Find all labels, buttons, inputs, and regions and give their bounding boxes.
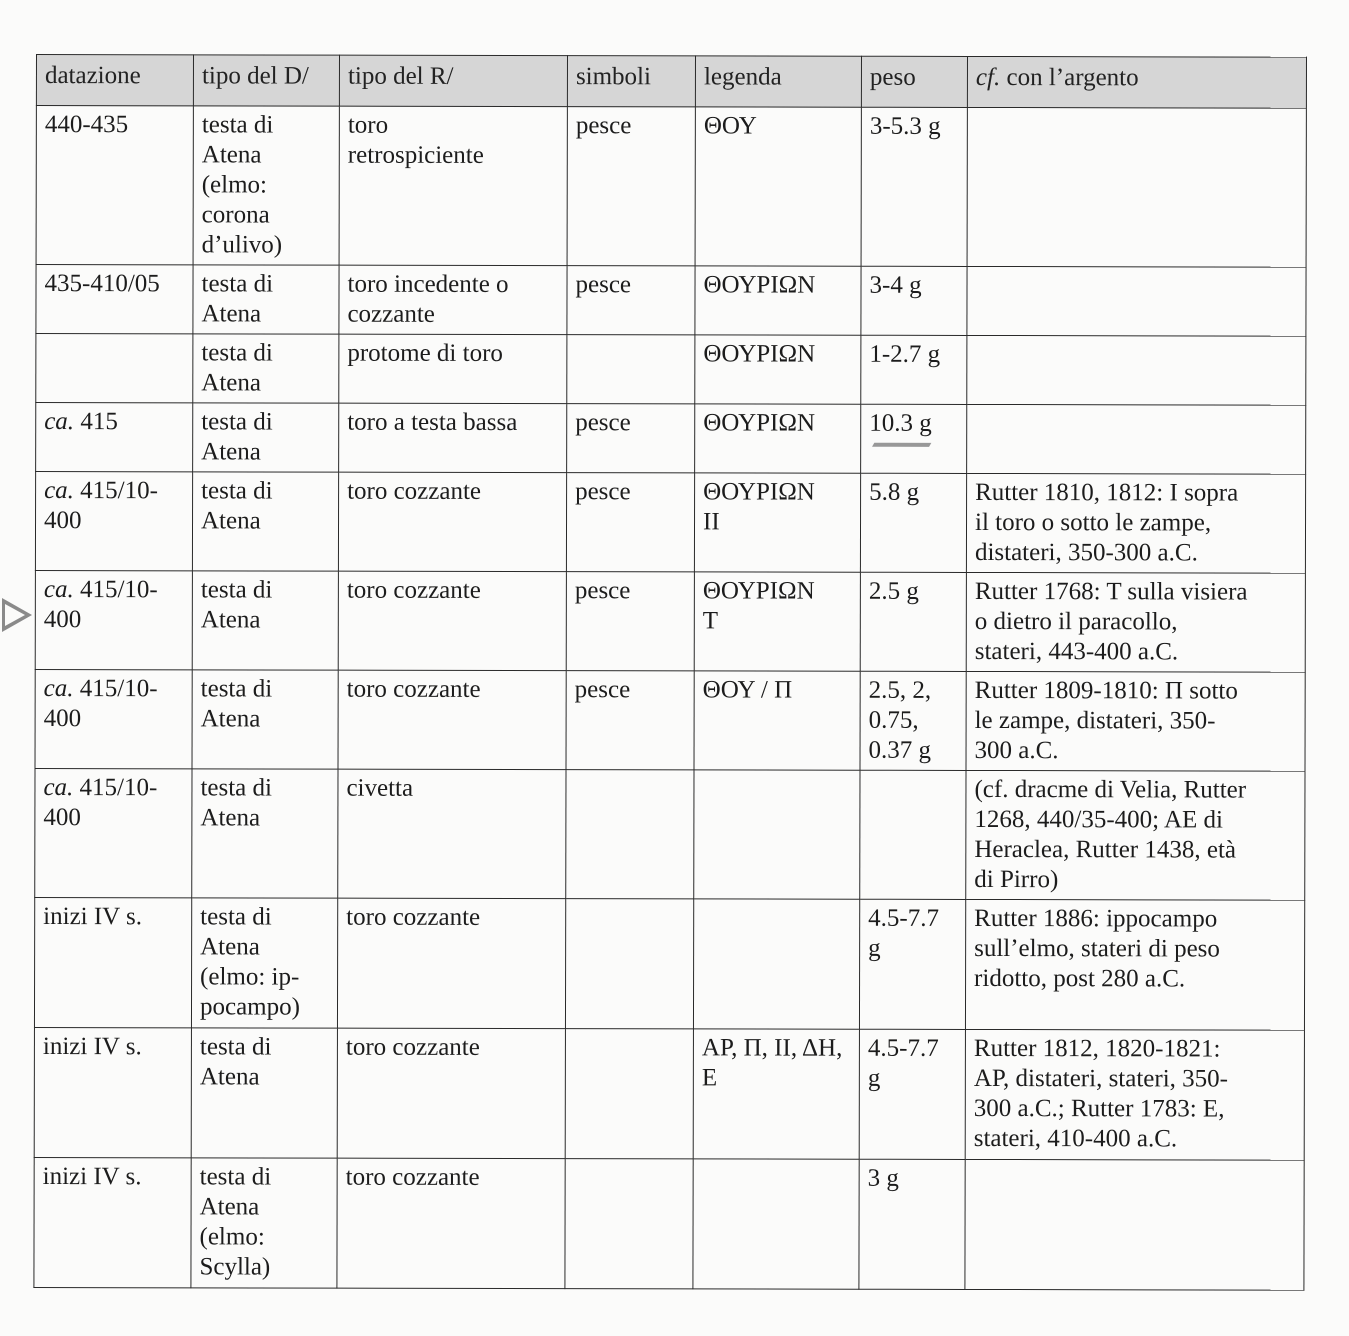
cell-reverse — [337, 1028, 565, 1158]
cell-legend-text: ΘΟΥΡΙΩΝ — [703, 271, 816, 299]
cell-weight-text: 2.5 g — [868, 577, 919, 605]
cell-obverse — [191, 1028, 337, 1158]
cell-date — [35, 570, 192, 669]
cell-obverse — [191, 1158, 337, 1288]
table-row — [36, 265, 1306, 337]
cell-legend-text: ΑΡ, Π, ΙΙ, ΔΗ, E — [701, 1034, 843, 1092]
cell-symbol — [567, 107, 695, 266]
cell-legend-text: ΘΟΥΡΙΩΝ — [703, 340, 816, 368]
date-text: 415/10- 400 — [43, 576, 158, 634]
cell-reverse-text: toro cozzante — [347, 477, 482, 505]
cell-symbol-text: pesce — [575, 409, 631, 437]
header-row — [36, 55, 1306, 109]
cell-weight-text: 4.5-7.7 g — [868, 904, 940, 962]
cell-weight — [859, 1029, 965, 1159]
cell-comparison-text: Rutter 1812, 1820-1821: ΑΡ, distateri, stateri, 350- 300 a.C.; Rutter 1783: E, stateri, 410-400 a.C. — [973, 1034, 1229, 1153]
cell-legend — [694, 671, 860, 770]
cell-reverse-text: toro incedente o cozzante — [347, 270, 509, 328]
date-prefix: ca. — [44, 477, 74, 505]
cell-legend — [693, 899, 859, 1029]
cell-comparison — [965, 1159, 1304, 1290]
cell-obverse-text: testa di Atena — [201, 270, 274, 328]
table-row — [35, 570, 1305, 672]
cell-weight-text: 5.8 g — [869, 478, 920, 506]
table-row — [35, 472, 1305, 574]
header-simboli: simboli — [567, 56, 695, 107]
cell-obverse-text: testa di Atena (elmo: Scylla) — [199, 1163, 272, 1281]
cell-obverse — [192, 571, 338, 670]
cell-reverse — [338, 472, 566, 571]
cell-symbol-text: pesce — [575, 271, 632, 299]
cell-symbol — [566, 572, 694, 671]
cell-comparison — [967, 404, 1306, 474]
cell-symbol — [566, 473, 694, 572]
cell-obverse — [193, 265, 339, 334]
table-row — [34, 1157, 1304, 1290]
date-text: 415/10- 400 — [43, 477, 159, 535]
cell-date — [34, 897, 191, 1027]
cell-comparison-text — [976, 271, 1300, 272]
cell-weight — [861, 266, 967, 335]
cell-date — [36, 265, 193, 334]
cell-obverse-text: testa di Atena — [200, 576, 273, 634]
cell-obverse-text: testa di Atena (elmo: ip- pocampo) — [199, 903, 301, 1021]
header-datazione: datazione — [36, 55, 193, 106]
cell-symbol — [565, 899, 693, 1029]
cell-weight — [860, 671, 966, 770]
cell-weight — [859, 899, 965, 1029]
cell-legend — [694, 473, 860, 572]
cell-weight-text: 10.3 g — [869, 409, 932, 437]
cell-reverse — [337, 898, 565, 1028]
cell-reverse-text: toro cozzante — [346, 675, 481, 703]
cell-date — [34, 1027, 191, 1157]
table-row — [34, 1027, 1304, 1160]
table-row — [36, 106, 1306, 268]
cell-comparison-text — [976, 112, 1300, 113]
cell-symbol — [566, 671, 694, 770]
cell-reverse — [337, 1158, 565, 1288]
cell-comparison — [965, 1029, 1304, 1160]
cell-reverse — [339, 106, 567, 265]
cell-legend — [695, 107, 861, 266]
cell-weight — [861, 404, 967, 473]
cell-obverse — [192, 472, 338, 571]
cell-comparison-text: Rutter 1810, 1812: I sopra il toro o sotto le zampe, distateri, 350-300 a.C. — [974, 478, 1239, 567]
cell-comparison — [967, 266, 1306, 336]
table-row — [36, 334, 1306, 406]
cell-reverse-text: protome di toro — [347, 339, 503, 367]
cell-symbol — [566, 770, 694, 899]
header-cf — [967, 56, 1306, 108]
cell-symbol — [565, 1029, 693, 1159]
cell-obverse — [193, 106, 339, 265]
cell-weight — [861, 335, 967, 404]
header-tipo-r: tipo del R/ — [339, 55, 567, 106]
header-cf-abbrev: cf. — [975, 63, 1001, 92]
date-text: 435-410/05 — [44, 270, 160, 298]
cell-weight-text: 1-2.7 g — [869, 340, 941, 368]
cell-legend — [693, 1029, 859, 1159]
cell-obverse — [191, 898, 337, 1028]
cell-symbol — [565, 1159, 693, 1289]
table-row — [35, 669, 1305, 771]
cell-comparison-text — [975, 409, 1299, 410]
cell-reverse — [339, 403, 567, 472]
cell-weight-text: 3-4 g — [869, 271, 922, 299]
cell-weight — [861, 107, 967, 266]
table-header — [36, 55, 1306, 109]
date-text: 415/10- 400 — [43, 774, 158, 832]
cell-comparison — [966, 770, 1305, 900]
cell-weight-text: 3 g — [867, 1164, 899, 1192]
cell-reverse-text: toro cozzante — [345, 1033, 480, 1061]
table-row — [36, 403, 1306, 475]
header-legenda: legenda — [695, 56, 861, 107]
cell-comparison — [966, 671, 1305, 771]
cell-reverse — [338, 571, 566, 670]
date-text: inizi IV s. — [42, 1033, 142, 1061]
table-row — [34, 897, 1304, 1030]
date-prefix: ca. — [43, 774, 74, 802]
cell-obverse-text: testa di Atena — [201, 339, 273, 397]
date-text: 440-435 — [44, 111, 129, 139]
cell-reverse-text: toro cozzante — [346, 903, 481, 931]
cell-comparison-text: Rutter 1886: ippocampo sull’elmo, stateri di peso ridotto, post 280 a.C. — [974, 904, 1220, 993]
cell-reverse-text: toro cozzante — [346, 576, 481, 604]
cell-weight-text: 4.5-7.7 g — [867, 1034, 939, 1092]
header-tipo-d: tipo del D/ — [193, 55, 339, 106]
cell-weight — [860, 572, 966, 671]
cell-comparison-text — [974, 1164, 1298, 1165]
cell-legend — [694, 572, 860, 671]
date-text: inizi IV s. — [42, 1163, 142, 1191]
cell-comparison-text: Rutter 1768: T sulla visiera o dietro il paracollo, stateri, 443-400 a.C. — [974, 577, 1248, 666]
date-prefix: ca. — [43, 576, 74, 604]
cell-legend — [695, 266, 861, 335]
cell-obverse-text: testa di Atena — [201, 408, 273, 466]
cell-obverse — [192, 769, 338, 898]
cell-legend — [695, 404, 861, 473]
cell-comparison — [966, 473, 1305, 573]
cell-legend-text: ΘΟΥ — [703, 112, 757, 140]
cell-weight-text: 2.5, 2, 0.75, 0.37 g — [868, 676, 932, 764]
cell-comparison-text — [975, 340, 1299, 341]
cell-symbol — [567, 404, 695, 473]
cell-reverse — [339, 265, 567, 334]
cell-obverse — [193, 334, 339, 403]
coin-table — [33, 54, 1307, 1291]
cell-comparison — [966, 572, 1305, 672]
cell-comparison-text: Rutter 1809-1810: Π sotto le zampe, distateri, 350- 300 a.C. — [974, 676, 1238, 765]
cell-date — [36, 334, 193, 403]
cell-date — [35, 669, 192, 768]
cell-obverse — [192, 670, 338, 769]
cell-symbol — [567, 266, 695, 335]
date-prefix: ca. — [44, 408, 75, 436]
date-text: 415 — [74, 408, 118, 436]
cell-legend — [693, 1159, 859, 1289]
cell-legend — [695, 335, 861, 404]
cell-reverse — [339, 334, 567, 403]
cell-comparison — [965, 899, 1304, 1030]
cell-reverse-text: toro a testa bassa — [347, 408, 518, 437]
cell-reverse-text: toro cozzante — [345, 1163, 480, 1191]
cell-legend-text: ΘΟΥΡΙΩΝ T — [702, 577, 815, 635]
table-body — [34, 106, 1306, 1291]
cell-obverse-text: testa di Atena — [200, 774, 273, 832]
cell-symbol-text: pesce — [574, 577, 631, 605]
cell-reverse — [338, 769, 566, 898]
cell-symbol-text: pesce — [574, 676, 631, 704]
cell-date — [35, 472, 192, 571]
header-cf-text: con l’argento — [1000, 64, 1139, 92]
cell-date — [36, 106, 193, 265]
cell-weight — [860, 770, 966, 899]
cell-obverse-text: testa di Atena (elmo: corona d’ulivo) — [201, 111, 283, 259]
cell-obverse-text: testa di Atena — [200, 477, 273, 535]
cell-weight-text: 3-5.3 g — [869, 112, 941, 140]
cell-legend-text: ΘΟΥΡΙΩΝ ΙΙ — [702, 478, 815, 536]
header-peso: peso — [861, 56, 967, 107]
cell-obverse — [193, 403, 339, 472]
date-text: inizi IV s. — [43, 903, 143, 931]
cell-reverse — [338, 670, 566, 769]
cell-comparison — [967, 335, 1306, 405]
cell-weight — [860, 473, 966, 572]
cell-legend-text: ΘΟΥ / Π — [702, 676, 793, 704]
date-prefix: ca. — [43, 675, 74, 703]
cell-date — [35, 768, 192, 897]
table-row — [35, 768, 1305, 900]
cell-reverse-text: civetta — [346, 774, 414, 802]
cell-obverse-text: testa di Atena — [200, 675, 273, 733]
cell-date — [34, 1157, 191, 1287]
cell-symbol — [567, 335, 695, 404]
cell-date — [36, 403, 193, 472]
cell-reverse-text: toro retrospiciente — [347, 111, 484, 169]
cell-legend — [694, 770, 860, 899]
cell-comparison-text: (cf. dracme di Velia, Rutter 1268, 440/35-400; AE di Heraclea, Rutter 1438, età di Pirro) — [974, 775, 1247, 894]
cell-legend-text: ΘΟΥΡΙΩΝ — [703, 409, 816, 437]
cell-weight — [859, 1159, 965, 1289]
date-text: 415/10- 400 — [43, 675, 158, 733]
cell-symbol-text: pesce — [575, 478, 631, 506]
margin-arrow-mark — [2, 598, 32, 632]
cell-comparison — [967, 107, 1306, 267]
cell-obverse-text: testa di Atena — [199, 1033, 272, 1091]
cell-symbol-text: pesce — [575, 112, 632, 140]
